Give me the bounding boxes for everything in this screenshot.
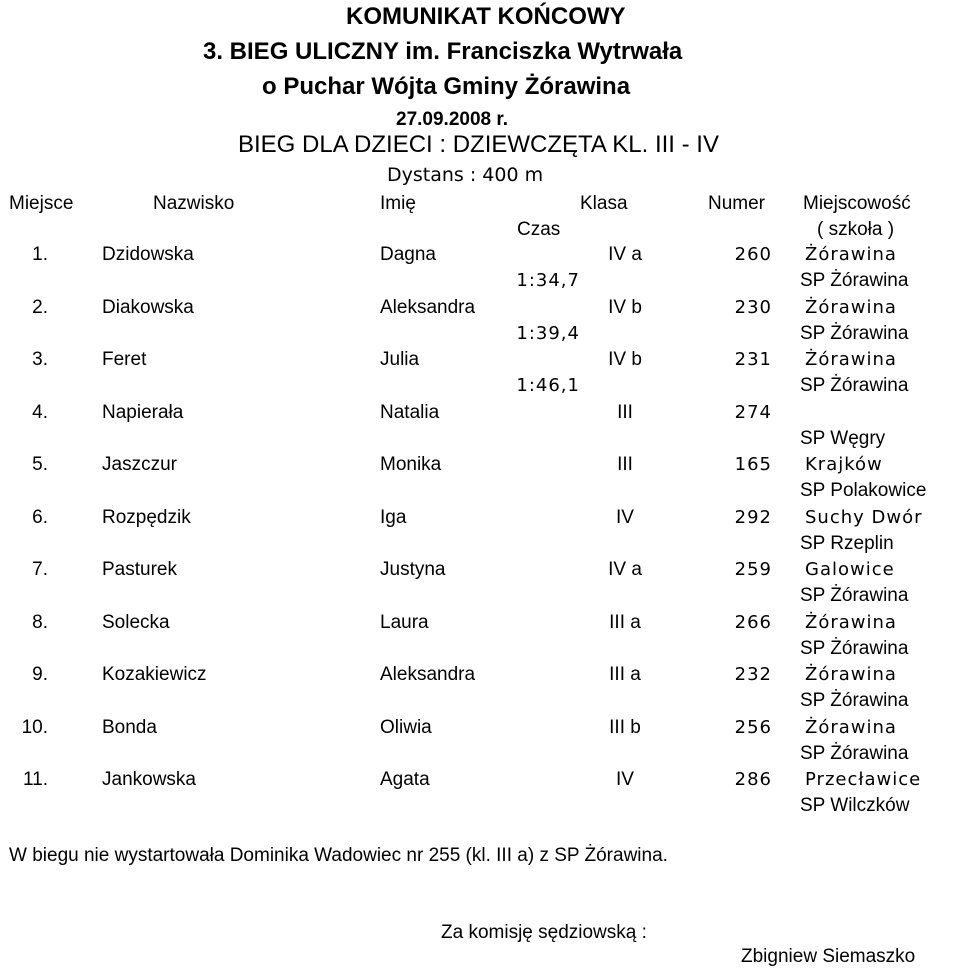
row-school: SP Żórawina (800, 323, 909, 344)
row-class: IV (616, 769, 634, 790)
row-school: SP Żórawina (800, 690, 909, 711)
row-town: Galowice (805, 559, 895, 580)
row-surname: Diakowska (102, 297, 194, 318)
row-name: Natalia (380, 402, 440, 423)
row-number: 292 (734, 507, 772, 528)
row-place: 1. (32, 244, 48, 265)
row-class: IV (616, 507, 634, 528)
row-school: SP Polakowice (800, 480, 927, 501)
row-name: Julia (380, 349, 420, 370)
row-town: Żórawina (805, 717, 897, 738)
row-number: 230 (734, 297, 772, 318)
col-class: Klasa (580, 193, 628, 214)
row-surname: Pasturek (102, 559, 177, 580)
signature-name: Zbigniew Siemaszko (741, 946, 916, 967)
row-school: SP Żórawina (800, 585, 909, 606)
row-surname: Rozpędzik (102, 507, 191, 528)
row-number: 256 (734, 717, 772, 738)
row-time: 1:39,4 (516, 323, 580, 344)
row-class: IV b (608, 297, 642, 318)
row-name: Oliwia (380, 717, 432, 738)
row-surname: Feret (102, 349, 147, 370)
race-date: 27.09.2008 r. (396, 109, 508, 130)
col-number: Numer (708, 193, 766, 214)
row-number: 286 (734, 769, 772, 790)
row-name: Aleksandra (380, 664, 476, 685)
row-class: III (617, 454, 633, 475)
row-surname: Jaszczur (102, 454, 177, 475)
row-surname: Jankowska (102, 769, 196, 790)
col-time: Czas (517, 219, 561, 240)
row-school: SP Węgry (800, 428, 886, 449)
row-time: 1:46,1 (516, 375, 580, 396)
row-class: IV a (608, 559, 642, 580)
row-number: 260 (734, 244, 772, 265)
row-time: 1:34,7 (516, 270, 580, 291)
dns-note: W biegu nie wystartowała Dominika Wadowiec nr 255 (kl. III a) z SP Żórawina. (9, 845, 668, 866)
row-class: III (617, 402, 633, 423)
row-place: 2. (32, 297, 48, 318)
row-place: 8. (32, 612, 48, 633)
row-surname: Napierała (102, 402, 184, 423)
row-town: Przecławice (805, 769, 922, 790)
row-school: SP Żórawina (800, 375, 909, 396)
row-surname: Solecka (102, 612, 170, 633)
row-class: III a (609, 664, 641, 685)
row-name: Iga (380, 507, 407, 528)
row-school: SP Wilczków (800, 795, 910, 816)
race-distance: Dystans : 400 m (387, 164, 544, 186)
col-school: ( szkoła ) (817, 219, 895, 240)
row-number: 165 (734, 454, 772, 475)
trophy-name: o Puchar Wójta Gminy Żórawina (262, 73, 631, 100)
row-number: 266 (734, 612, 772, 633)
row-school: SP Rzeplin (800, 533, 894, 554)
row-name: Justyna (380, 559, 446, 580)
race-category: BIEG DLA DZIECI : DZIEWCZĘTA KL. III - IV (238, 131, 719, 158)
row-town: Żórawina (805, 297, 897, 318)
row-place: 4. (32, 402, 48, 423)
row-place: 6. (32, 507, 48, 528)
row-town: Żórawina (805, 664, 897, 685)
row-number: 232 (734, 664, 772, 685)
row-class: III b (609, 717, 641, 738)
col-name: Imię (380, 193, 416, 214)
row-name: Laura (380, 612, 429, 633)
row-name: Dagna (380, 244, 436, 265)
row-class: IV b (608, 349, 642, 370)
row-town: Krajków (805, 454, 883, 475)
row-town: Żórawina (805, 349, 897, 370)
row-place: 5. (32, 454, 48, 475)
col-place: Miejsce (9, 193, 74, 214)
report-title: KOMUNIKAT KOŃCOWY (346, 3, 626, 30)
row-name: Agata (380, 769, 430, 790)
col-surname: Nazwisko (153, 193, 235, 214)
row-surname: Bonda (102, 717, 157, 738)
row-place: 3. (32, 349, 48, 370)
row-class: IV a (608, 244, 642, 265)
row-school: SP Żórawina (800, 270, 909, 291)
committee-label: Za komisję sędziowską : (441, 922, 647, 943)
row-surname: Kozakiewicz (102, 664, 207, 685)
row-town: Suchy Dwór (805, 507, 923, 528)
row-place: 7. (32, 559, 48, 580)
row-class: III a (609, 612, 641, 633)
row-place: 9. (32, 664, 48, 685)
row-name: Aleksandra (380, 297, 476, 318)
row-town: Żórawina (805, 612, 897, 633)
row-number: 259 (734, 559, 772, 580)
row-number: 231 (734, 349, 772, 370)
row-place: 11. (22, 769, 48, 790)
row-school: SP Żórawina (800, 743, 909, 764)
row-surname: Dzidowska (102, 244, 194, 265)
row-school: SP Żórawina (800, 638, 909, 659)
race-name: 3. BIEG ULICZNY im. Franciszka Wytrwała (203, 38, 683, 65)
row-number: 274 (734, 402, 772, 423)
col-town: Miejscowość (803, 193, 911, 214)
row-town: Żórawina (805, 244, 897, 265)
row-name: Monika (380, 454, 442, 475)
row-place: 10. (21, 717, 48, 738)
